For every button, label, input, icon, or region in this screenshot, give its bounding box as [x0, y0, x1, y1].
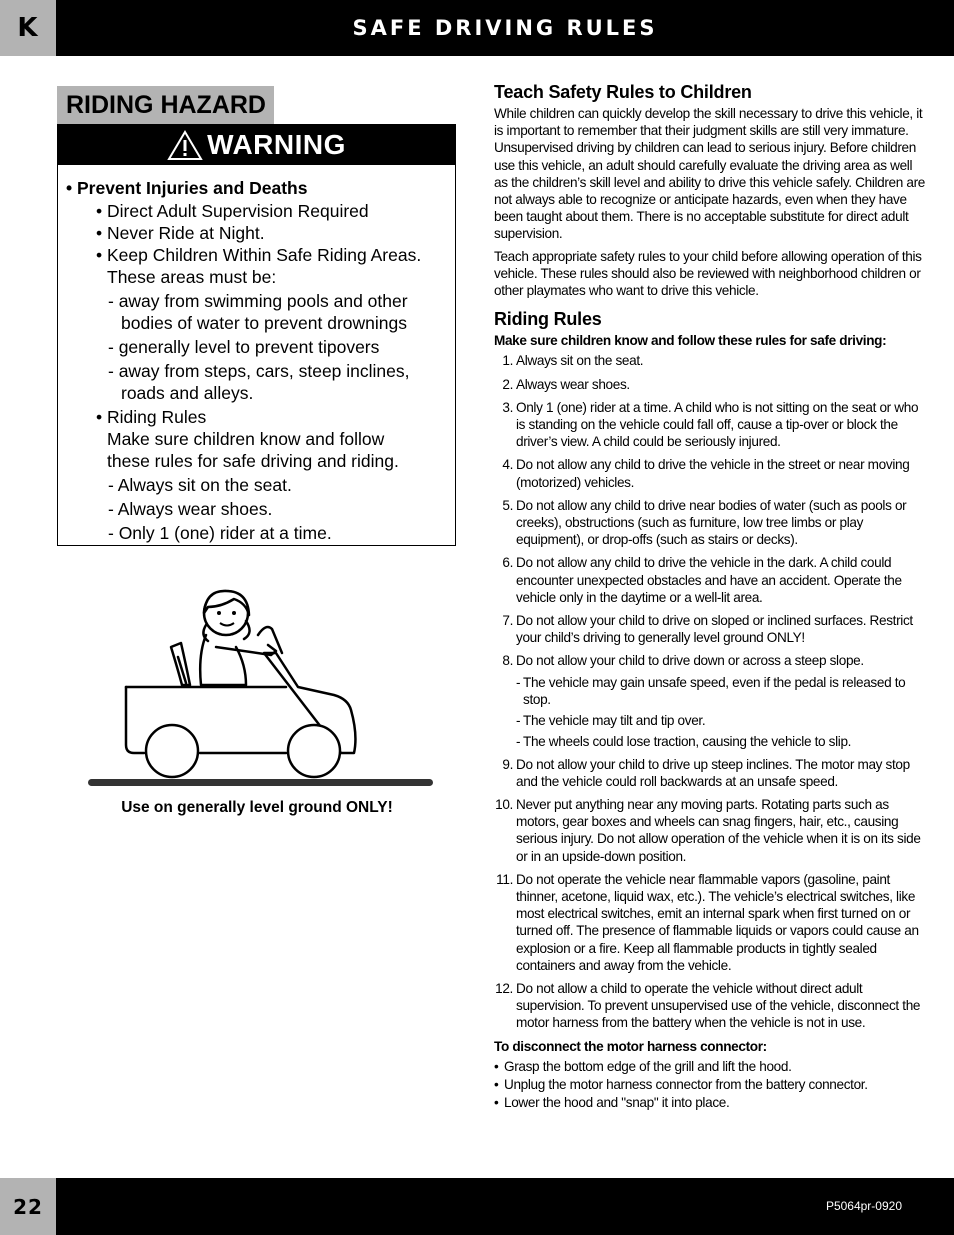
- warning-subitem: - Only 1 (one) rider at a time.: [108, 523, 332, 543]
- warning-item-cont: these rules for safe driving and riding.: [107, 451, 399, 471]
- teach-safety-heading: Teach Safety Rules to Children: [494, 82, 752, 102]
- rule-item: 11. Do not operate the vehicle near flammable vapors (gasoline, paint thinner, acetone, liquid wax, etc.). The vehicle’s electrical switches, like most electrical switches, emit an internal spark when first turned on or turned off. The presence of flammable liquids or vapors could cause an explosion or a fire. Keep all flammable products in tightly sealed containers and away from the vehicle.: [496, 871, 919, 973]
- rule-item: 12. Do not allow a child to operate the vehicle without direct adult supervision. To prevent unsupervised use of the vehicle, disconnect the motor harness from the battery when the vehicle is not in use.: [495, 980, 921, 1031]
- child-driving-car-illustration: [86, 585, 436, 790]
- rule-item: 8. Do not allow your child to drive down or across a steep slope.: [502, 653, 864, 669]
- part-code: P5064pr-0920: [825, 1199, 902, 1213]
- warning-heading: • Prevent Injuries and Deaths: [66, 178, 308, 198]
- disconnect-heading: To disconnect the motor harness connector:: [494, 1038, 767, 1054]
- section-letter-tab: K: [0, 0, 56, 56]
- warning-subitem: - generally level to prevent tipovers: [108, 337, 380, 357]
- warning-triangle-icon: [167, 130, 203, 161]
- warning-item-cont: Make sure children know and follow: [107, 429, 385, 449]
- warning-item-cont: These areas must be:: [107, 267, 277, 287]
- rule-subitem: - The wheels could lose traction, causing the vehicle to slip.: [516, 734, 852, 750]
- warning-list: [66, 177, 451, 544]
- warning-box: [57, 124, 456, 546]
- warning-subitem: - Always wear shoes.: [108, 499, 273, 519]
- warning-item: • Direct Adult Supervision Required: [96, 201, 369, 221]
- page-title: SAFE DRIVING RULES: [352, 16, 658, 40]
- disconnect-steps: [494, 1058, 926, 1112]
- rule-item: 6. Do not allow any child to drive the vehicle in the dark. A child could encounter unexpected obstacles and have an accident. Operate the vehicle only in the daytime or a well-lit area.: [502, 555, 902, 605]
- disconnect-step: • Unplug the motor harness connector from the battery connector.: [494, 1076, 868, 1092]
- warning-item: • Riding Rules: [96, 407, 207, 427]
- rule-subitem: - The vehicle may tilt and tip over.: [516, 713, 706, 729]
- riding-rules-lead: Make sure children know and follow these rules for safe driving:: [494, 333, 887, 349]
- illustration-caption: Use on generally level ground ONLY!: [121, 799, 393, 816]
- rule-item: 9. Do not allow your child to drive up steep inclines. The motor may stop and the vehicle could roll backwards at an unsafe speed.: [502, 756, 910, 789]
- rule-item: 5. Do not allow any child to drive near bodies of water (such as pools or creeks), obstructions (such as furniture, low tree limbs or play equipment), or drop-offs (such as stairs or decks).: [502, 497, 907, 548]
- disconnect-step: • Lower the hood and "snap" it into place.: [494, 1095, 730, 1111]
- rule-item: 1. Always sit on the seat.: [502, 353, 644, 369]
- warning-title: WARNING: [207, 129, 346, 160]
- warning-bar: [58, 125, 455, 165]
- warning-subitem: - away from swimming pools and other: [108, 291, 408, 311]
- disconnect-step: • Grasp the bottom edge of the grill and lift the hood.: [494, 1058, 792, 1074]
- rule-item: 3. Only 1 (one) rider at a time. A child who is not sitting on the seat or who is standing on the vehicle could fall off, cause a tip-over or block the driver’s view. A child could be seriously injured.: [502, 399, 919, 450]
- page-number: 22: [0, 1178, 56, 1235]
- rule-item: 4. Do not allow any child to drive the vehicle in the street or near moving (motorized) vehicles.: [502, 457, 910, 490]
- rule-8-subitems: [494, 674, 926, 751]
- warning-item: • Never Ride at Night.: [96, 223, 265, 243]
- rule-item: 2. Always wear shoes.: [502, 376, 630, 392]
- rule-item: 7. Do not allow your child to drive on sloped or inclined surfaces. Restrict your child’s driving to generally level ground ONLY!: [502, 613, 913, 646]
- page-footer: [0, 1178, 954, 1235]
- teach-paragraph-1: While children can quickly develop the skill necessary to drive this vehicle, it is important to remember that their judgment skills are still very immature. Unsupervised driving by children can lead to serious injury. Before children use this vehicle, an adult should carefully evaluate the driving area as well as the children’s skill level and ability to drive this vehicle safely. Children are not always able to recognize or anticipate hazards, even when they have been taught about them. There is no acceptable substitute for direct adult supervision.: [494, 106, 925, 242]
- riding-rules-list: [494, 352, 926, 1031]
- warning-subitem-cont: roads and alleys.: [121, 383, 254, 403]
- right-column: [494, 80, 926, 1112]
- rule-subitem: - The vehicle may gain unsafe speed, even if the pedal is released to stop.: [516, 674, 906, 707]
- warning-subitem: - away from steps, cars, steep inclines,: [108, 361, 410, 381]
- rule-item: 10. Never put anything near any moving parts. Rotating parts such as motors, gear boxes and wheels can snag fingers, hair, etc., causing serious injury. Do not allow operation of the vehicle when it is on its side or in an upside-down position.: [495, 796, 921, 864]
- warning-subitem-cont: bodies of water to prevent drownings: [121, 313, 407, 333]
- riding-rules-heading: Riding Rules: [494, 309, 602, 330]
- warning-subitem: - Always sit on the seat.: [108, 475, 292, 495]
- page-header: [0, 0, 954, 56]
- warning-item: • Keep Children Within Safe Riding Areas.: [96, 245, 422, 265]
- riding-hazard-label: RIDING HAZARD: [57, 86, 274, 124]
- teach-paragraph-2: Teach appropriate safety rules to your child before allowing operation of this vehicle. These rules should also be reviewed with neighborhood children or other playmates who want to drive this vehicle.: [494, 248, 922, 299]
